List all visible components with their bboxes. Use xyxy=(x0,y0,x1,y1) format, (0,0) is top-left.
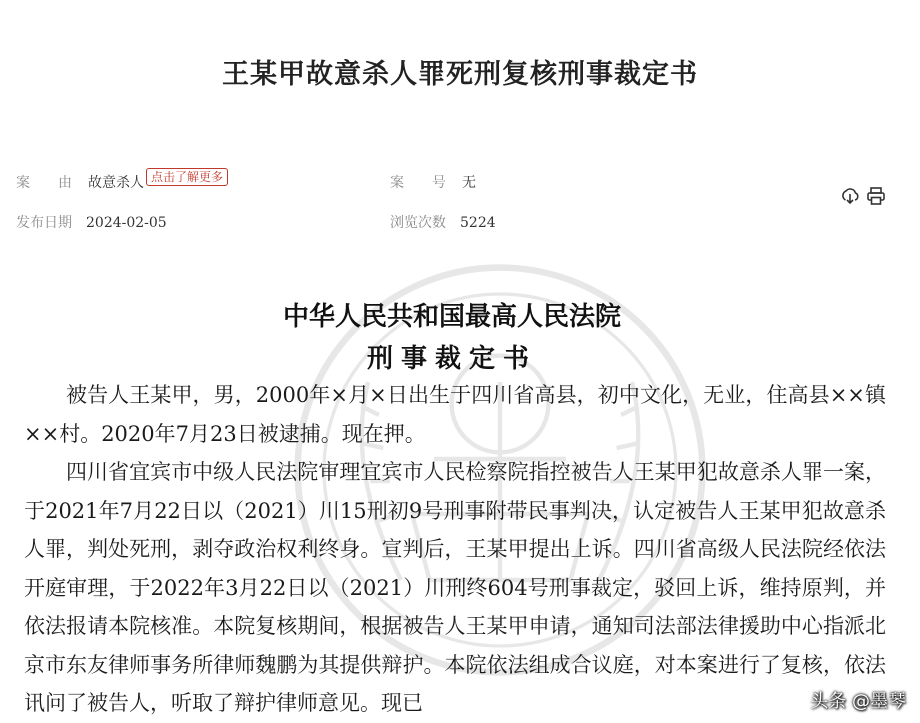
publish-date-label: 发布日期 xyxy=(16,215,72,231)
case-number-label: 案 号 xyxy=(390,175,446,191)
views-value: 5224 xyxy=(460,215,496,231)
ruling-paragraph-defendant: 被告人王某甲，男，2000年×月×日出生于四川省高县，初中文化，无业，住高县××镇××村。2020年7月23日被逮捕。现在押。 xyxy=(24,383,886,446)
court-name-heading: 中华人民共和国最高人民法院 xyxy=(282,302,621,332)
views-label: 浏览次数 xyxy=(390,215,446,231)
case-cause-value: 故意杀人 xyxy=(88,175,144,191)
ruling-type-heading: 刑事裁定书 xyxy=(366,344,537,374)
case-cause-label: 案 由 xyxy=(16,175,72,191)
source-watermark: 头条 @墨琴 xyxy=(810,691,906,712)
download-icon[interactable] xyxy=(840,186,860,206)
publish-date-value: 2024-02-05 xyxy=(86,215,167,231)
document-toolbar xyxy=(840,186,886,206)
learn-more-link[interactable]: 点击了解更多 xyxy=(146,168,228,186)
ruling-body xyxy=(24,376,886,723)
case-cause-row xyxy=(16,172,228,192)
publish-date-row xyxy=(16,212,167,232)
ruling-paragraph-procedure: 四川省宜宾市中级人民法院审理宜宾市人民检察院指控被告人王某甲犯故意杀人罪一案，于2021年7月22日以（2021）川15刑初9号刑事附带民事判决，认定被告人王某甲犯故意杀人罪，判处死刑，剥夺政治权利终身。宣判后，王某甲提出上诉。四川省高级人民法院经依法开庭审理，于2022年3月22日以（2021）川刑终604号刑事裁定，驳回上诉，维持原判，并依法报请本院核准。本院复核期间，根据被告人王某甲申请，通知司法部法律援助中心指派北京市东友律师事务所律师魏鹏为其提供辩护。本院依法组成合议庭，对本案进行了复核，依法讯问了被告人，听取了辩护律师意见。现已 xyxy=(24,460,886,715)
views-row xyxy=(390,212,496,232)
print-icon[interactable] xyxy=(866,186,886,206)
case-number-value: 无 xyxy=(462,175,476,191)
case-number-row xyxy=(390,172,476,192)
document-title: 王某甲故意杀人罪死刑复核刑事裁定书 xyxy=(222,59,698,90)
